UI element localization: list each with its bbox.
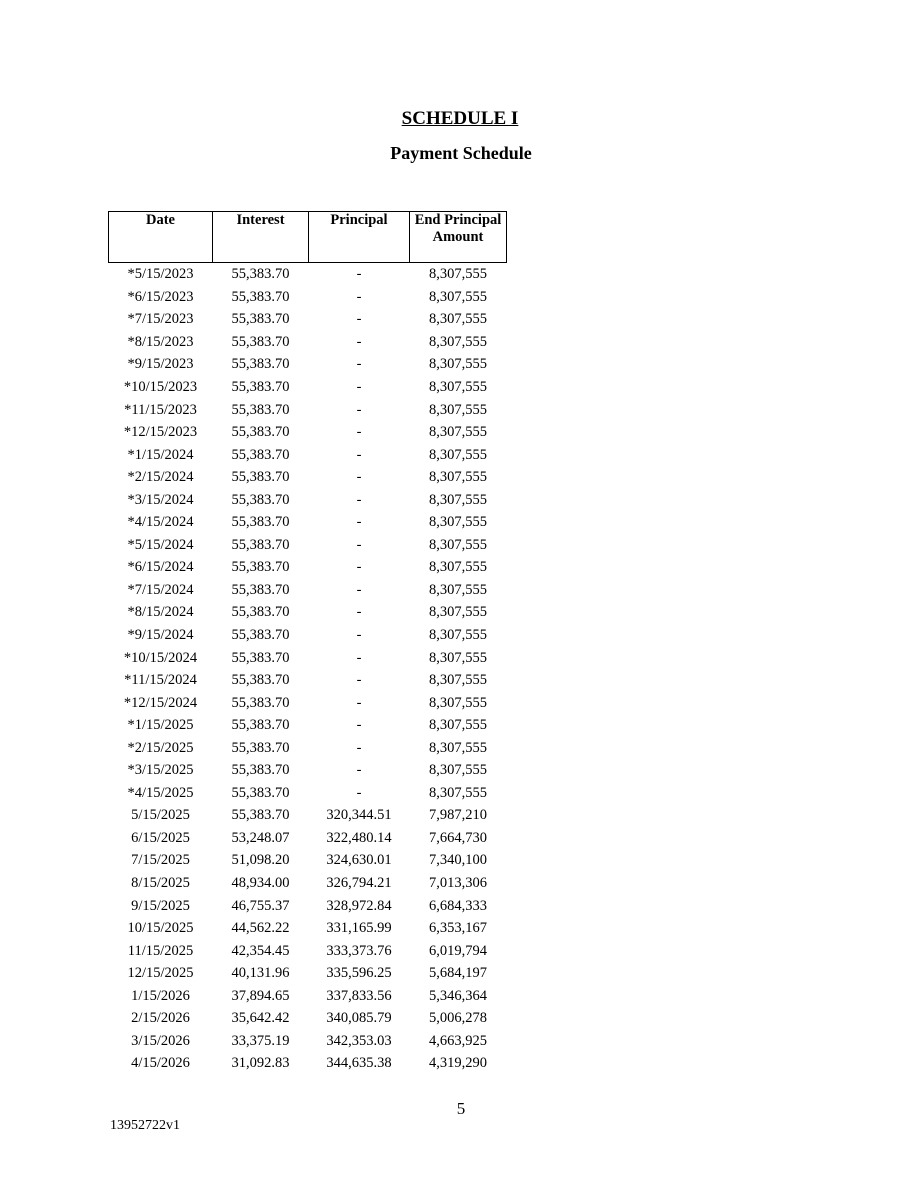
date-cell: *8/15/2024 bbox=[127, 604, 194, 621]
end-principal-cell: 8,307,555 bbox=[429, 581, 487, 598]
principal-cell: - bbox=[356, 672, 362, 689]
table-header bbox=[109, 212, 507, 263]
principal-cell: - bbox=[356, 333, 362, 350]
schedule-title-text: SCHEDULE I bbox=[401, 108, 519, 129]
end-principal-cell: 8,307,555 bbox=[429, 288, 487, 305]
end-principal-cell: 8,307,555 bbox=[429, 604, 487, 621]
end-principal-cell: 8,307,555 bbox=[429, 559, 487, 576]
table-row bbox=[109, 962, 507, 985]
principal-cell: - bbox=[356, 288, 362, 305]
table-row bbox=[109, 1007, 507, 1030]
date-cell: 11/15/2025 bbox=[127, 942, 194, 959]
interest-cell: 55,383.70 bbox=[231, 694, 290, 711]
date-cell: 3/15/2026 bbox=[131, 1032, 190, 1049]
end-principal-cell: 8,307,555 bbox=[429, 672, 487, 689]
end-principal-cell: 4,663,925 bbox=[429, 1032, 487, 1049]
principal-cell: - bbox=[356, 446, 362, 463]
end-principal-cell: 4,319,290 bbox=[429, 1055, 487, 1072]
table-row bbox=[109, 872, 507, 895]
date-cell: *7/15/2023 bbox=[127, 311, 194, 328]
end-principal-cell: 8,307,555 bbox=[429, 649, 487, 666]
principal-cell: - bbox=[356, 401, 362, 418]
interest-cell: 55,383.70 bbox=[231, 604, 290, 621]
interest-cell: 55,383.70 bbox=[231, 672, 290, 689]
date-cell: *7/15/2024 bbox=[127, 581, 194, 598]
table-row bbox=[109, 534, 507, 557]
date-cell: 1/15/2026 bbox=[131, 987, 190, 1004]
interest-cell: 55,383.70 bbox=[231, 424, 290, 441]
column-header-interest: Interest bbox=[213, 212, 309, 263]
page-number: 5 bbox=[456, 1099, 466, 1118]
schedule-title bbox=[0, 108, 918, 130]
principal-cell: - bbox=[356, 356, 362, 373]
end-principal-cell: 8,307,555 bbox=[429, 356, 487, 373]
end-principal-cell: 8,307,555 bbox=[429, 762, 487, 779]
date-cell: *11/15/2023 bbox=[124, 401, 197, 418]
principal-cell: - bbox=[356, 491, 362, 508]
table-row bbox=[109, 759, 507, 782]
table-row bbox=[109, 398, 507, 421]
date-cell: 5/15/2025 bbox=[131, 807, 190, 824]
table-row bbox=[109, 827, 507, 850]
interest-cell: 55,383.70 bbox=[231, 784, 290, 801]
interest-cell: 55,383.70 bbox=[231, 469, 290, 486]
table-row bbox=[109, 511, 507, 534]
date-cell: *5/15/2023 bbox=[127, 266, 194, 283]
principal-cell: 322,480.14 bbox=[326, 829, 392, 846]
table-row bbox=[109, 556, 507, 579]
principal-cell: - bbox=[356, 559, 362, 576]
principal-cell: - bbox=[356, 311, 362, 328]
date-cell: *11/15/2024 bbox=[124, 672, 197, 689]
end-principal-cell: 8,307,555 bbox=[429, 491, 487, 508]
interest-cell: 55,383.70 bbox=[231, 446, 290, 463]
column-header-principal: Principal bbox=[309, 212, 410, 263]
principal-cell: 331,165.99 bbox=[326, 920, 392, 937]
table-row bbox=[109, 488, 507, 511]
interest-cell: 55,383.70 bbox=[231, 333, 290, 350]
interest-cell: 55,383.70 bbox=[231, 717, 290, 734]
interest-cell: 46,755.37 bbox=[231, 897, 290, 914]
principal-cell: 340,085.79 bbox=[326, 1010, 392, 1027]
interest-cell: 55,383.70 bbox=[231, 514, 290, 531]
date-cell: 10/15/2025 bbox=[127, 920, 194, 937]
payment-schedule-table bbox=[108, 211, 507, 1075]
table-row bbox=[109, 286, 507, 309]
interest-cell: 48,934.00 bbox=[231, 875, 290, 892]
date-cell: 12/15/2025 bbox=[127, 965, 194, 982]
principal-cell: 342,353.03 bbox=[326, 1032, 392, 1049]
interest-cell: 35,642.42 bbox=[231, 1010, 290, 1027]
date-cell: 8/15/2025 bbox=[131, 875, 190, 892]
table-row bbox=[109, 736, 507, 759]
date-cell: *10/15/2023 bbox=[123, 379, 198, 395]
principal-cell: - bbox=[356, 469, 362, 486]
principal-cell: - bbox=[356, 717, 362, 734]
end-principal-cell: 8,307,555 bbox=[429, 446, 487, 463]
principal-cell: 324,630.01 bbox=[326, 852, 392, 869]
end-principal-cell: 7,013,306 bbox=[429, 875, 487, 892]
end-principal-cell: 5,346,364 bbox=[429, 987, 487, 1004]
principal-cell: - bbox=[356, 627, 362, 644]
end-principal-cell: 8,307,555 bbox=[429, 424, 487, 441]
principal-cell: 335,596.25 bbox=[326, 965, 392, 982]
interest-cell: 55,383.70 bbox=[231, 807, 290, 824]
interest-cell: 55,383.70 bbox=[231, 379, 290, 395]
interest-cell: 55,383.70 bbox=[231, 649, 290, 666]
end-principal-cell: 8,307,555 bbox=[429, 311, 487, 328]
table-row bbox=[109, 804, 507, 827]
principal-cell: - bbox=[356, 784, 362, 801]
end-principal-cell: 6,684,333 bbox=[429, 897, 487, 914]
date-cell: 2/15/2026 bbox=[131, 1010, 190, 1027]
table-row bbox=[109, 263, 507, 286]
principal-cell: - bbox=[356, 514, 362, 531]
table-row bbox=[109, 714, 507, 737]
end-principal-cell: 8,307,555 bbox=[429, 514, 487, 531]
table-row bbox=[109, 782, 507, 805]
date-cell: *3/15/2024 bbox=[127, 491, 194, 508]
date-cell: *10/15/2024 bbox=[123, 649, 198, 666]
end-principal-cell: 5,684,197 bbox=[429, 965, 487, 982]
principal-cell: - bbox=[356, 762, 362, 779]
interest-cell: 55,383.70 bbox=[231, 311, 290, 328]
date-cell: 6/15/2025 bbox=[131, 829, 190, 846]
interest-cell: 55,383.70 bbox=[231, 491, 290, 508]
header-row bbox=[109, 212, 507, 263]
date-cell: *2/15/2024 bbox=[127, 469, 194, 486]
interest-cell: 55,383.70 bbox=[231, 356, 290, 373]
date-cell: *5/15/2024 bbox=[127, 536, 194, 553]
principal-cell: - bbox=[356, 649, 362, 666]
interest-cell: 55,383.70 bbox=[231, 288, 290, 305]
table-row bbox=[109, 624, 507, 647]
date-cell: 7/15/2025 bbox=[131, 852, 190, 869]
end-principal-cell: 8,307,555 bbox=[429, 739, 487, 756]
principal-cell: 337,833.56 bbox=[326, 987, 392, 1004]
date-cell: 4/15/2026 bbox=[131, 1055, 190, 1072]
interest-cell: 31,092.83 bbox=[231, 1055, 290, 1072]
date-cell: 9/15/2025 bbox=[131, 897, 190, 914]
date-cell: *4/15/2025 bbox=[127, 784, 194, 801]
table-row bbox=[109, 939, 507, 962]
interest-cell: 55,383.70 bbox=[231, 739, 290, 756]
end-principal-cell: 6,353,167 bbox=[429, 920, 487, 937]
date-cell: *1/15/2025 bbox=[127, 717, 194, 734]
date-cell: *12/15/2023 bbox=[123, 424, 198, 441]
interest-cell: 55,383.70 bbox=[231, 581, 290, 598]
date-cell: *4/15/2024 bbox=[127, 514, 194, 531]
interest-cell: 55,383.70 bbox=[231, 536, 290, 553]
interest-cell: 53,248.07 bbox=[231, 829, 290, 846]
date-cell: *2/15/2025 bbox=[127, 739, 194, 756]
principal-cell: 328,972.84 bbox=[326, 897, 392, 914]
end-principal-cell: 5,006,278 bbox=[429, 1010, 487, 1027]
end-principal-cell: 8,307,555 bbox=[429, 379, 487, 395]
column-header-date: Date bbox=[109, 212, 213, 263]
table-row bbox=[109, 331, 507, 354]
date-cell: *12/15/2024 bbox=[123, 694, 198, 711]
end-principal-cell: 8,307,555 bbox=[429, 536, 487, 553]
interest-cell: 42,354.45 bbox=[231, 942, 290, 959]
principal-cell: - bbox=[356, 694, 362, 711]
table-row bbox=[109, 669, 507, 692]
interest-cell: 44,562.22 bbox=[231, 920, 290, 937]
interest-cell: 55,383.70 bbox=[231, 627, 290, 644]
table-row bbox=[109, 421, 507, 444]
table-row bbox=[109, 443, 507, 466]
principal-cell: 320,344.51 bbox=[326, 807, 392, 824]
table-row bbox=[109, 601, 507, 624]
interest-cell: 55,383.70 bbox=[231, 559, 290, 576]
end-principal-cell: 8,307,555 bbox=[429, 784, 487, 801]
principal-cell: - bbox=[356, 581, 362, 598]
table-row bbox=[109, 466, 507, 489]
date-cell: *9/15/2024 bbox=[127, 627, 194, 644]
table-body bbox=[109, 263, 507, 1075]
date-cell: *3/15/2025 bbox=[127, 762, 194, 779]
table-row bbox=[109, 1052, 507, 1075]
table-row bbox=[109, 376, 507, 399]
end-principal-cell: 8,307,555 bbox=[429, 333, 487, 350]
principal-cell: - bbox=[356, 536, 362, 553]
table-row bbox=[109, 646, 507, 669]
end-principal-cell: 7,987,210 bbox=[429, 807, 487, 824]
date-cell: *9/15/2023 bbox=[127, 356, 194, 373]
interest-cell: 37,894.65 bbox=[231, 987, 290, 1004]
table-row bbox=[109, 917, 507, 940]
principal-cell: - bbox=[356, 379, 362, 395]
interest-cell: 55,383.70 bbox=[231, 762, 290, 779]
column-header-end-principal: End Principal Amount bbox=[410, 212, 507, 263]
document-id: 13952722v1 bbox=[110, 1118, 180, 1133]
table-row bbox=[109, 894, 507, 917]
principal-cell: 326,794.21 bbox=[326, 875, 392, 892]
table-row bbox=[109, 308, 507, 331]
table-row bbox=[109, 985, 507, 1008]
end-principal-cell: 7,664,730 bbox=[429, 829, 487, 846]
principal-cell: 344,635.38 bbox=[326, 1055, 392, 1072]
end-principal-cell: 8,307,555 bbox=[429, 469, 487, 486]
table-row bbox=[109, 849, 507, 872]
schedule-subtitle: Payment Schedule bbox=[390, 143, 532, 163]
date-cell: *6/15/2023 bbox=[127, 288, 194, 305]
end-principal-cell: 8,307,555 bbox=[429, 266, 487, 283]
principal-cell: - bbox=[356, 266, 362, 283]
table-row bbox=[109, 353, 507, 376]
principal-cell: - bbox=[356, 604, 362, 621]
date-cell: *8/15/2023 bbox=[127, 333, 194, 350]
interest-cell: 51,098.20 bbox=[231, 852, 290, 869]
date-cell: *6/15/2024 bbox=[127, 559, 194, 576]
date-cell: *1/15/2024 bbox=[127, 446, 194, 463]
end-principal-cell: 8,307,555 bbox=[429, 717, 487, 734]
end-principal-cell: 6,019,794 bbox=[429, 942, 487, 959]
table-row bbox=[109, 1030, 507, 1053]
principal-cell: 333,373.76 bbox=[326, 942, 392, 959]
end-principal-cell: 8,307,555 bbox=[429, 694, 487, 711]
interest-cell: 55,383.70 bbox=[231, 266, 290, 283]
interest-cell: 55,383.70 bbox=[231, 401, 290, 418]
interest-cell: 40,131.96 bbox=[231, 965, 290, 982]
end-principal-cell: 7,340,100 bbox=[429, 852, 487, 869]
end-principal-cell: 8,307,555 bbox=[429, 627, 487, 644]
principal-cell: - bbox=[356, 739, 362, 756]
end-principal-cell: 8,307,555 bbox=[429, 401, 487, 418]
table-row bbox=[109, 691, 507, 714]
interest-cell: 33,375.19 bbox=[231, 1032, 290, 1049]
table-row bbox=[109, 579, 507, 602]
principal-cell: - bbox=[356, 424, 362, 441]
